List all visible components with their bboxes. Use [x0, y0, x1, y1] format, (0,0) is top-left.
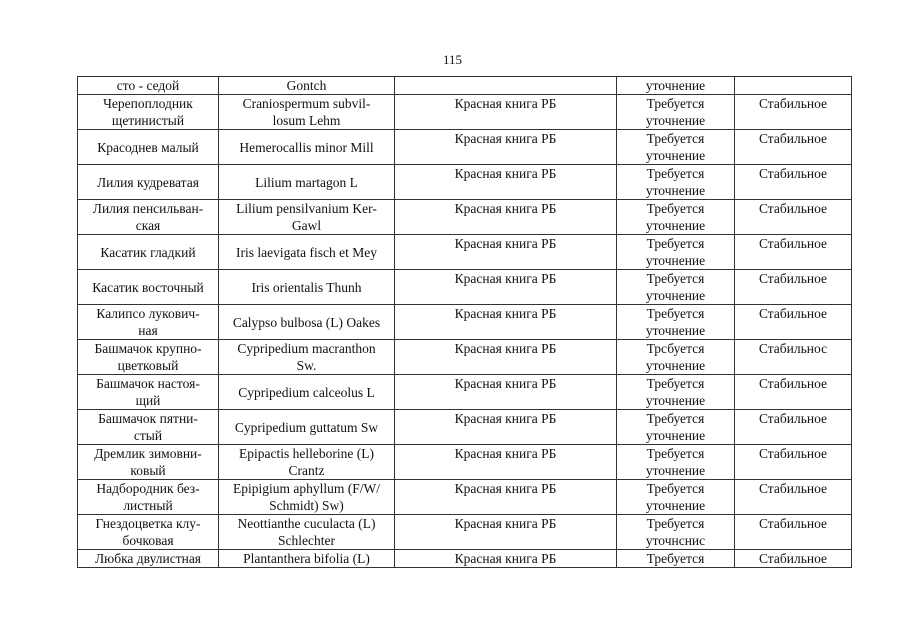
latin-name-cell-line: Lilium martagon L — [255, 174, 358, 190]
protection-status-cell: Красная книга РБ — [395, 515, 617, 550]
protection-status-cell: Красная книга РБ — [395, 340, 617, 375]
common-name-cell-line: Любка двулистная — [94, 551, 202, 566]
table-row — [78, 480, 852, 515]
page-number: 115 — [442, 52, 463, 67]
note-cell-line: уточнение — [645, 393, 706, 408]
note-cell — [617, 445, 735, 480]
latin-name-cell-line: Schlechter — [278, 533, 335, 548]
note-cell-line: Требуется — [646, 131, 705, 146]
note-cell — [617, 130, 735, 165]
note-cell-line: Требуется — [646, 166, 705, 181]
protection-status-cell: Красная книга РБ — [395, 445, 617, 480]
latin-name-cell-line: Hemerocallis minor Mill — [239, 139, 374, 155]
note-cell — [617, 305, 735, 340]
note-cell-line: Требуется — [646, 201, 705, 216]
common-name-cell-line: Красоднев малый — [97, 139, 199, 155]
common-name-cell — [78, 550, 219, 568]
latin-name-cell-line: Cypripedium calceolus L — [238, 384, 375, 400]
common-name-cell — [78, 445, 219, 480]
latin-name-cell — [219, 375, 395, 410]
common-name-cell-line: Лилия пенсильван- — [92, 201, 204, 216]
latin-name-cell-line: Epipigium aphyllum (F/W/ — [233, 481, 380, 496]
note-cell-line: Требуется — [646, 236, 705, 251]
note-cell-line: уточнение — [645, 498, 706, 513]
note-cell-line: уточнение — [645, 323, 706, 338]
latin-name-cell-line: Iris orientalis Thunh — [251, 279, 362, 295]
population-trend-cell: Стабильное — [735, 200, 852, 235]
common-name-cell-line: листный — [123, 498, 173, 513]
common-name-cell — [78, 130, 219, 165]
common-name-cell — [78, 375, 219, 410]
latin-name-cell-line: Epipactis helleborine (L) — [239, 446, 374, 461]
latin-name-cell-line: Plantanthera bifolia (L) — [243, 551, 370, 566]
latin-name-cell — [219, 235, 395, 270]
note-cell-line: уточнение — [645, 218, 706, 233]
note-cell-line: уточнснис — [645, 533, 706, 548]
common-name-cell — [78, 200, 219, 235]
note-cell — [617, 550, 735, 568]
note-cell-line: уточнение — [645, 358, 706, 373]
latin-name-cell-line: Crantz — [288, 463, 325, 478]
table-row — [78, 305, 852, 340]
common-name-cell-line: стый — [133, 428, 163, 443]
population-trend-cell: Стабильное — [735, 130, 852, 165]
protection-status-cell: Красная книга РБ — [395, 550, 617, 568]
population-trend-cell: Стабильное — [735, 95, 852, 130]
common-name-cell-line: цветковый — [117, 358, 179, 373]
latin-name-cell-line: Schmidt) Sw) — [269, 498, 344, 513]
latin-name-cell — [219, 550, 395, 568]
table-row — [78, 130, 852, 165]
common-name-cell-line: Дремлик зимовни- — [94, 446, 202, 461]
latin-name-cell-line: Cypripedium guttatum Sw — [234, 419, 379, 435]
table-row — [78, 95, 852, 130]
common-name-cell-line: Калипсо лукович- — [96, 306, 200, 321]
note-cell-line: Требуется — [646, 96, 705, 111]
note-cell-line: Требуется — [646, 376, 705, 391]
common-name-cell-line: бочковая — [122, 533, 174, 548]
population-trend-cell: Стабильнос — [735, 340, 852, 375]
latin-name-cell-line: Neottianthe cuculacta (L) — [237, 516, 376, 531]
latin-name-cell — [219, 480, 395, 515]
table-row — [78, 270, 852, 305]
table-row — [78, 550, 852, 568]
table-row — [78, 515, 852, 550]
note-cell — [617, 480, 735, 515]
common-name-cell-line: ковый — [130, 463, 166, 478]
species-table — [77, 76, 852, 568]
population-trend-cell: Стабильное — [735, 165, 852, 200]
note-cell — [617, 77, 735, 95]
protection-status-cell: Красная книга РБ — [395, 235, 617, 270]
latin-name-cell-line: Cypripedium macranthon — [237, 341, 376, 356]
table-row — [78, 165, 852, 200]
note-cell-line: уточнение — [645, 148, 706, 163]
note-cell — [617, 375, 735, 410]
latin-name-cell-line: Calypso bulbosa (L) Oakes — [232, 314, 381, 330]
latin-name-cell — [219, 95, 395, 130]
common-name-cell-line: Башмачок крупно- — [94, 341, 202, 356]
latin-name-cell-line: Lilium pensilvanium Ker- — [236, 201, 377, 216]
protection-status-cell: Красная книга РБ — [395, 200, 617, 235]
common-name-cell — [78, 410, 219, 445]
common-name-cell-line: щетинистый — [111, 113, 185, 128]
species-table-body — [78, 77, 852, 568]
note-cell-line: уточнение — [645, 183, 706, 198]
latin-name-cell-line: Gawl — [291, 218, 322, 233]
note-cell-line: уточнение — [645, 288, 706, 303]
table-row — [78, 235, 852, 270]
common-name-cell — [78, 270, 219, 305]
note-cell-line: Требуется — [646, 551, 705, 566]
table-row — [78, 445, 852, 480]
note-cell-line: уточнение — [645, 113, 706, 128]
table-row — [78, 200, 852, 235]
latin-name-cell — [219, 270, 395, 305]
table-row — [78, 340, 852, 375]
common-name-cell — [78, 305, 219, 340]
latin-name-cell — [219, 130, 395, 165]
note-cell — [617, 515, 735, 550]
common-name-cell — [78, 77, 219, 95]
note-cell-line: уточнение — [645, 428, 706, 443]
protection-status-cell: Красная книга РБ — [395, 305, 617, 340]
note-cell — [617, 270, 735, 305]
latin-name-cell — [219, 445, 395, 480]
latin-name-cell — [219, 340, 395, 375]
common-name-cell-line: Башмачок настоя- — [96, 376, 200, 391]
latin-name-cell-line: losum Lehm — [272, 113, 341, 128]
protection-status-cell — [395, 77, 617, 95]
note-cell-line: Требуется — [646, 411, 705, 426]
common-name-cell-line: Гнездоцветка клу- — [95, 516, 201, 531]
protection-status-cell: Красная книга РБ — [395, 95, 617, 130]
note-cell — [617, 95, 735, 130]
common-name-cell — [78, 235, 219, 270]
common-name-cell-line: Черепоплодник — [103, 96, 193, 111]
protection-status-cell: Красная книга РБ — [395, 165, 617, 200]
note-cell-line: Требуется — [646, 271, 705, 286]
latin-name-cell — [219, 200, 395, 235]
table-row — [78, 410, 852, 445]
note-cell-line: уточнение — [645, 253, 706, 268]
note-cell-line: Требуется — [646, 306, 705, 321]
common-name-cell-line: щий — [135, 393, 161, 408]
latin-name-cell-line: Sw. — [296, 358, 317, 373]
latin-name-cell — [219, 77, 395, 95]
protection-status-cell: Красная книга РБ — [395, 270, 617, 305]
latin-name-cell-line: Gontch — [286, 78, 327, 93]
population-trend-cell: Стабильное — [735, 550, 852, 568]
common-name-cell — [78, 340, 219, 375]
common-name-cell — [78, 515, 219, 550]
common-name-cell — [78, 480, 219, 515]
population-trend-cell: Стабильное — [735, 445, 852, 480]
latin-name-cell-line: Craniospermum subvil- — [242, 96, 371, 111]
note-cell-line: Требуется — [646, 481, 705, 496]
table-row — [78, 77, 852, 95]
common-name-cell-line: Лилия кудреватая — [97, 174, 199, 190]
latin-name-cell-line: Iris laevigata fisch et Mey — [236, 244, 377, 260]
population-trend-cell: Стабильное — [735, 270, 852, 305]
protection-status-cell: Красная книга РБ — [395, 130, 617, 165]
common-name-cell — [78, 165, 219, 200]
population-trend-cell: Стабильное — [735, 375, 852, 410]
population-trend-cell: Стабильное — [735, 305, 852, 340]
note-cell-line: Трсбуется — [646, 341, 705, 356]
protection-status-cell: Красная книга РБ — [395, 410, 617, 445]
latin-name-cell — [219, 410, 395, 445]
note-cell-line: Требуется — [646, 516, 705, 531]
population-trend-cell: Стабильное — [735, 235, 852, 270]
protection-status-cell: Красная книга РБ — [395, 480, 617, 515]
note-cell — [617, 200, 735, 235]
table-row — [78, 375, 852, 410]
common-name-cell-line: ная — [138, 323, 158, 338]
common-name-cell-line: Надбородник без- — [96, 481, 200, 496]
note-cell — [617, 410, 735, 445]
common-name-cell-line: Касатик гладкий — [100, 244, 196, 260]
note-cell — [617, 165, 735, 200]
latin-name-cell — [219, 165, 395, 200]
population-trend-cell: Стабильное — [735, 480, 852, 515]
population-trend-cell — [735, 77, 852, 95]
note-cell — [617, 235, 735, 270]
common-name-cell-line: сто - седой — [116, 78, 180, 93]
population-trend-cell: Стабильное — [735, 410, 852, 445]
note-cell-line: Требуется — [646, 446, 705, 461]
protection-status-cell: Красная книга РБ — [395, 375, 617, 410]
common-name-cell-line: ская — [135, 218, 161, 233]
note-cell-line: уточнение — [645, 78, 706, 93]
population-trend-cell: Стабильное — [735, 515, 852, 550]
latin-name-cell — [219, 515, 395, 550]
common-name-cell-line: Башмачок пятни- — [98, 411, 198, 426]
common-name-cell-line: Касатик восточный — [92, 279, 204, 295]
note-cell-line: уточнение — [645, 463, 706, 478]
latin-name-cell — [219, 305, 395, 340]
common-name-cell — [78, 95, 219, 130]
note-cell — [617, 340, 735, 375]
